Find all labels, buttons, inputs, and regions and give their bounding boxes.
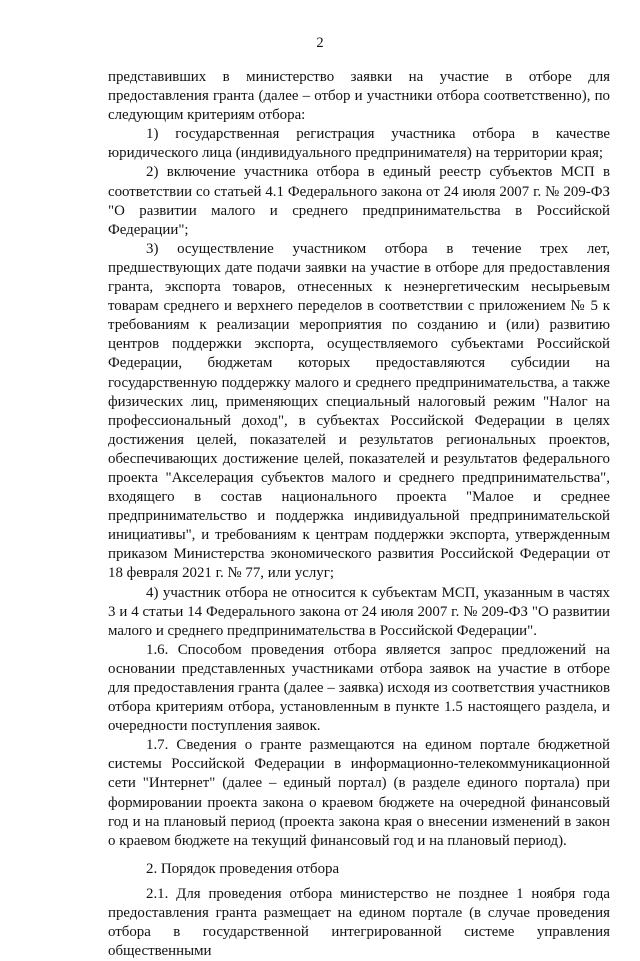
- paragraph-1-7: 1.7. Сведения о гранте размещаются на едином портале бюджетной системы Российской Федерации в информационно-телекоммуникационной сети "Интернет" (далее – единый портал) (в разделе единого портала) при формировании проекта закона о краевом бюджете на очередной финансовый год и на плановый период (проекта закона края о внесении изменений в закон о краевом бюджете на текущий финансовый год и на плановый период).: [108, 737, 610, 849]
- section-heading: 2. Порядок проведения отбора: [146, 860, 340, 877]
- page-number: 2: [316, 35, 324, 51]
- section-spacer: [108, 851, 610, 860]
- paragraph-criterion-1: 1) государственная регистрация участника отбора в качестве юридического лица (индивидуального предпринимателя) на территории края;: [108, 126, 610, 162]
- paragraph-criterion-3: 3) осуществление участником отбора в течение трех лет, предшествующих дате подачи заявки на участие в отборе для предоставления гранта, экспорта товаров, отнесенных к неэнергетическим несырьевым товарам среднего и верхнего переделов в соответствии с приложением № 5 к требованиям к реализации мероприятия по созданию и (или) развитию центров поддержки экспорта, осуществляемого субъектами Российской Федерации, бюджетам которых предоставляются субсидии на государственную поддержку малого и среднего предпринимательства, а также физических лиц, применяющих специальный налоговый режим "Налог на профессиональный доход", в субъектах Российской Федерации в целях достижения целей, показателей и результатов региональных проектов, обеспечивающих достижение целей, показателей и результатов федерального проекта "Акселерация субъектов малого и среднего предпринимательства", входящего в состав национального проекта "Малое и среднее предпринимательство и поддержка индивидуальной предпринимательской инициативы", и требованиям к центрам поддержки экспорта, утвержденным приказом Министерства экономического развития Российской Федерации от 18 февраля 2021 г. № 77, или услуг;: [108, 240, 610, 582]
- paragraph-criterion-4: 4) участник отбора не относится к субъектам МСП, указанным в частях 3 и 4 статьи 14 Федерального закона от 24 июля 2007 г. № 209-ФЗ "О развитии малого и среднего предпринимательства в Российской Федерации".: [108, 584, 610, 639]
- paragraph-intro: представивших в министерство заявки на участие в отборе для предоставления гранта (далее – отбор и участники отбора соответственно), по следующим критериям отбора:: [108, 69, 610, 124]
- paragraph-2-1: 2.1. Для проведения отбора министерство не позднее 1 ноября года предоставления гранта размещает на едином портале (в случае проведения отбора в государственной интегрированной системе управления общественными: [108, 885, 610, 960]
- paragraph-criterion-2: 2) включение участника отбора в единый реестр субъектов МСП в соответствии со статьей 4.1 Федерального закона от 24 июля 2007 г. № 209-ФЗ "О развитии малого и среднего предпринимательства в Российской Федерации";: [108, 164, 610, 238]
- paragraph-1-6: 1.6. Способом проведения отбора является запрос предложений на основании представленных участниками отбора заявок на участие в отборе для предоставления гранта (далее – заявка) исходя из соответствия участников отбора критериям отбора, установленным в пункте 1.5 настоящего раздела, и очередности поступления заявок.: [108, 641, 610, 735]
- document-body: [108, 68, 610, 961]
